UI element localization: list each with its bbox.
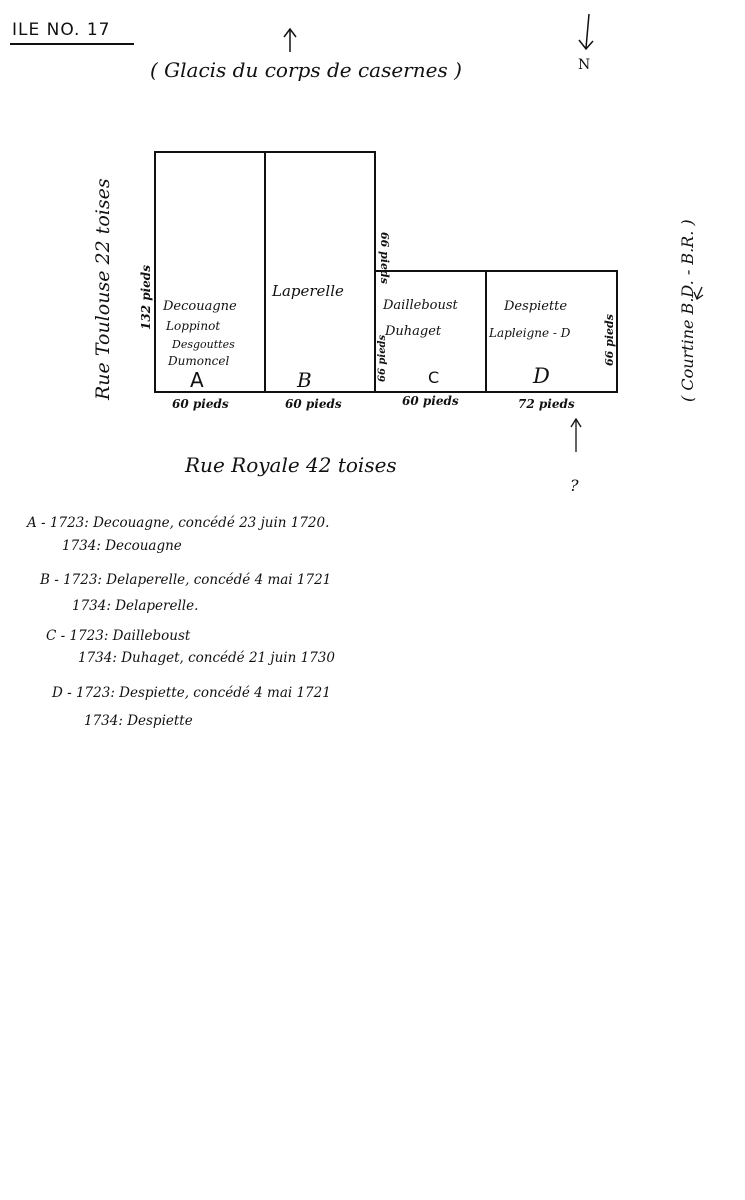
lot-b-width: 60 pieds: [285, 397, 342, 411]
lot-d-depth: 66 pieds: [603, 314, 616, 366]
page-title: ILE NO. 17: [12, 20, 111, 40]
lot-c-width: 60 pieds: [402, 394, 459, 408]
up-arrow-icon: [284, 29, 296, 52]
note-c-1723: C - 1723: Dailleboust: [46, 628, 191, 644]
note-c-1734: 1734: Duhaget, concédé 21 juin 1730: [78, 650, 335, 666]
lot-c-north-depth: 66 pieds: [378, 232, 391, 284]
lot-d-letter: D: [533, 364, 550, 388]
note-a-1723: A - 1723: Decouagne, concédé 23 juin 1720.: [27, 515, 330, 531]
lot-a-name: Dumoncel: [168, 354, 230, 368]
note-d-1723: D - 1723: Despiette, concédé 4 mai 1721: [52, 685, 331, 701]
top-street-label: ( Glacis du corps de casernes ): [150, 58, 462, 82]
lot-c-name: Dailleboust: [383, 298, 458, 313]
lot-c-name: Duhaget: [385, 324, 442, 339]
lot-d-name: Despiette: [504, 299, 568, 314]
lot-b-outline: [265, 152, 375, 392]
right-street-label: ( Courtine B.D. - B.R. ): [678, 219, 697, 402]
up-arrow-below-d-icon: [571, 419, 581, 452]
lot-a-letter: A: [190, 368, 204, 392]
left-street-label: Rue Toulouse 22 toises: [92, 178, 114, 400]
lot-a-width: 60 pieds: [172, 397, 229, 411]
note-b-1723: B - 1723: Delaperelle, concédé 4 mai 1721: [40, 572, 332, 588]
lot-a-name: Desgouttes: [172, 338, 235, 351]
lot-a-name: Loppinot: [166, 319, 221, 333]
north-arrow-icon: [579, 14, 593, 49]
lot-c-depth: 66 pieds: [377, 334, 388, 382]
lot-b-name: Laperelle: [272, 282, 344, 300]
lot-d-width: 72 pieds: [518, 397, 575, 411]
question-mark: ?: [570, 476, 579, 495]
lot-b-letter: B: [297, 368, 312, 392]
lot-a-name: Decouagne: [163, 299, 237, 314]
bottom-street-label: Rue Royale 42 toises: [185, 453, 397, 477]
note-a-1734: 1734: Decouagne: [62, 538, 182, 554]
note-b-1734: 1734: Delaperelle.: [72, 598, 199, 614]
lot-d-name: Lapleigne - D: [489, 326, 571, 340]
lot-c-letter: C: [428, 368, 440, 387]
note-d-1734: 1734: Despiette: [84, 713, 193, 729]
lot-a-depth: 132 pieds: [139, 265, 153, 330]
north-label: N: [578, 57, 591, 73]
